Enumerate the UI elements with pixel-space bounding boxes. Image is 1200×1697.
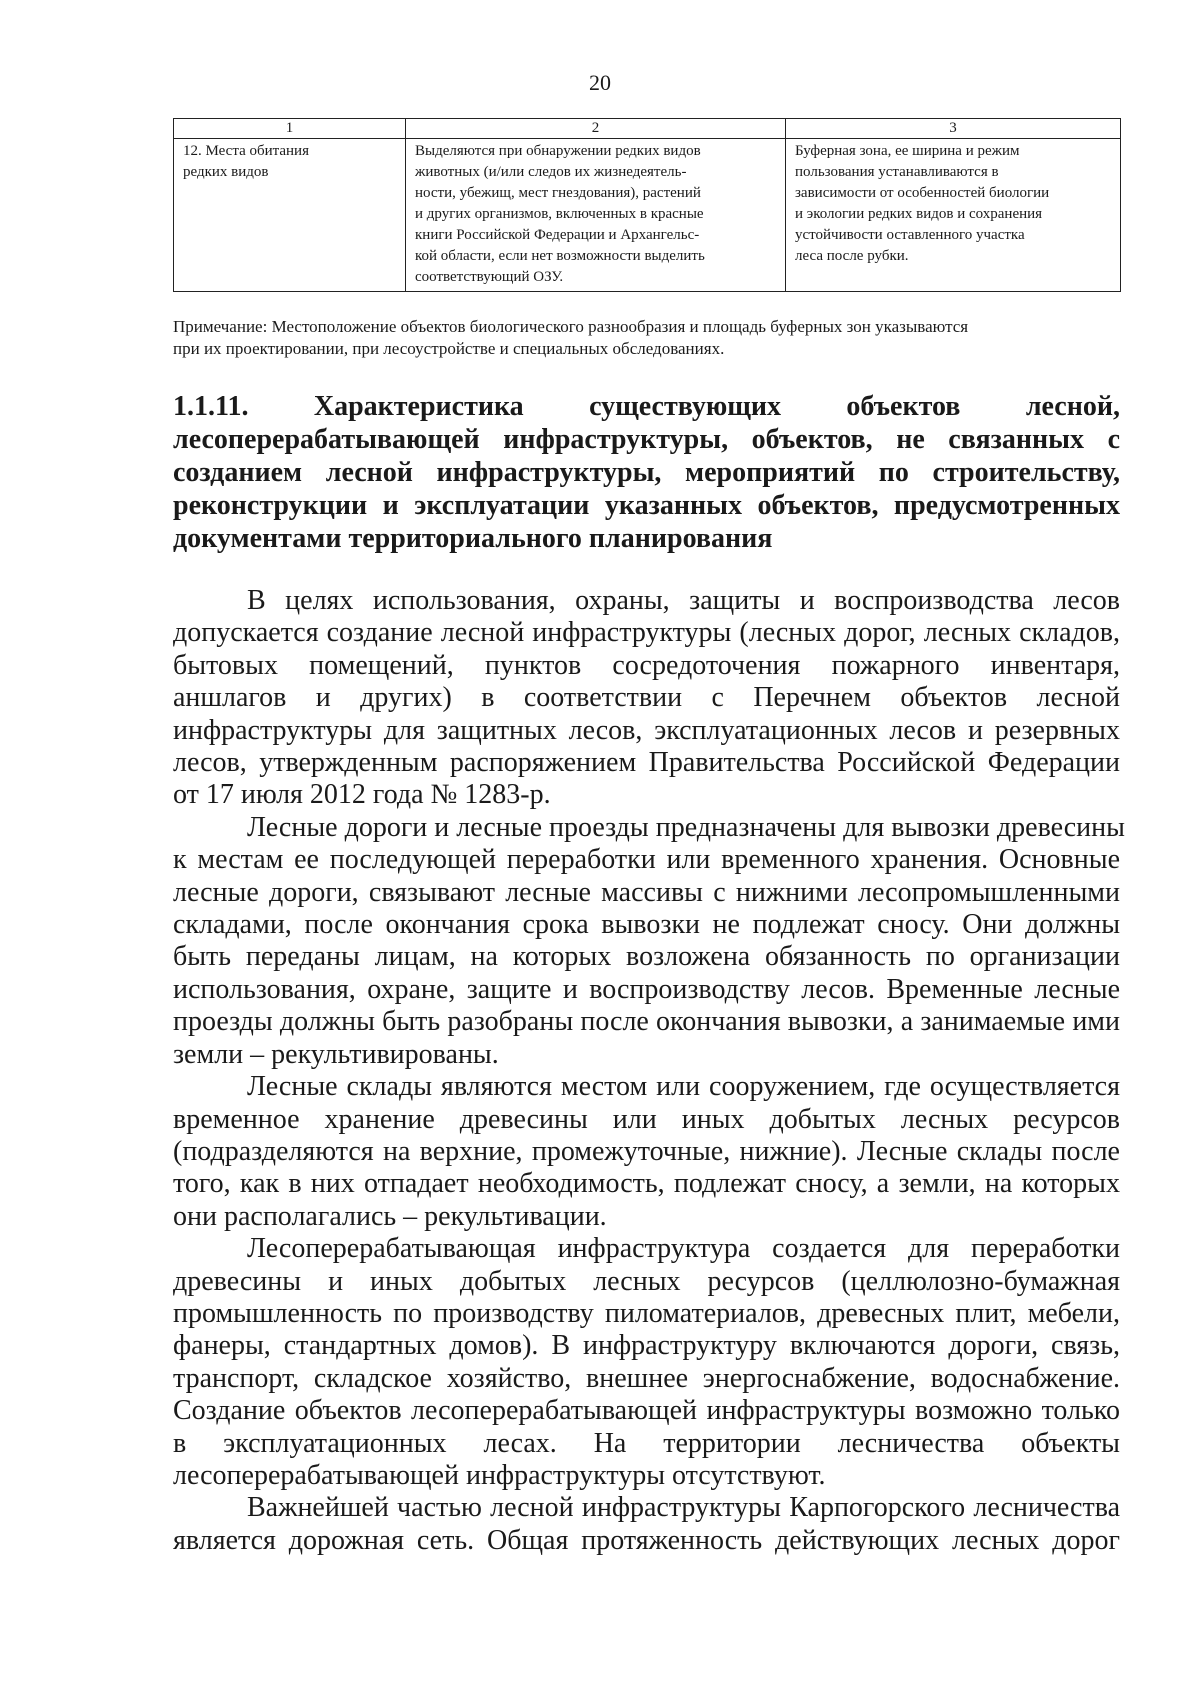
heading-line: созданием лесной инфраструктуры, мероприятий по строительству, xyxy=(173,457,1120,488)
note-line: Примечание: Местоположение объектов биологического разнообразия и площадь буферных зон указываются xyxy=(173,317,969,336)
cell-line: Буферная зона, ее ширина и режим xyxy=(795,143,1020,159)
paragraph-line: инфраструктуры для защитных лесов, эксплуатационных лесов и резервных xyxy=(173,714,1120,746)
paragraph-line: Лесные склады являются местом или сооружением, где осуществляется xyxy=(247,1071,1120,1103)
table-header-col2: 2 xyxy=(406,119,786,139)
paragraph-line: лесные дороги, связывают лесные массивы с нижними лесопромышленными xyxy=(173,876,1120,908)
paragraph-line: Лесоперерабатывающая инфраструктура создается для переработки xyxy=(247,1233,1120,1265)
cell-line: соответствующий ОЗУ. xyxy=(415,269,564,285)
table-header-col3: 3 xyxy=(786,119,1121,139)
paragraph-line: использования, охране, защите и воспроизводству лесов. Временные лесные xyxy=(173,973,1120,1005)
table-row xyxy=(174,139,1121,292)
paragraph-line: они располагались – рекультивации. xyxy=(173,1200,607,1232)
table-note xyxy=(173,316,1120,360)
cell-line: и экологии редких видов и сохранения xyxy=(795,206,1043,222)
cell-line: ности, убежищ, мест гнездования), растений xyxy=(415,185,701,201)
cell-line: животных (и/или следов их жизнедеятель- xyxy=(415,164,687,180)
paragraph-line: аншлагов и других) в соответствии с Перечнем объектов лесной xyxy=(173,682,1120,714)
heading-line: реконструкции и эксплуатации указанных объектов, предусмотренных xyxy=(173,490,1120,521)
table-header-col1: 1 xyxy=(174,119,406,139)
paragraph-line: бытовых помещений, пунктов сосредоточения пожарного инвентаря, xyxy=(173,649,1120,681)
cell-line: пользования устанавливаются в xyxy=(795,164,999,180)
paragraph-line: В целях использования, охраны, защиты и воспроизводства лесов xyxy=(247,585,1120,616)
paragraph-line: Важнейшей частью лесной инфраструктуры Карпогорского лесничества xyxy=(247,1492,1120,1524)
paragraph-forest-roads xyxy=(173,811,1125,1071)
cell-line: 12. Места обитания xyxy=(183,143,309,159)
cell-line: устойчивости оставленного участка xyxy=(795,227,1025,243)
paragraph-line: Создание объектов лесоперерабатывающей инфраструктуры возможно только xyxy=(173,1395,1120,1427)
table-cell-buffer-zone xyxy=(786,139,1121,292)
paragraph-line: к местам ее последующей переработки или временного хранения. Основные xyxy=(173,844,1120,876)
paragraph-line: проезды должны быть разобраны после окончания вывозки, а занимаемые ими xyxy=(173,1006,1120,1038)
heading-line: документами территориального планирования xyxy=(173,523,773,554)
paragraph-line: промышленность по производству пиломатериалов, древесных плит, мебели, xyxy=(173,1297,1120,1329)
cell-line: книги Российской Федерации и Архангельс- xyxy=(415,227,700,243)
paragraph-forest-warehouses xyxy=(173,1071,1120,1233)
table-cell-object-type xyxy=(174,139,406,292)
body-text xyxy=(173,585,1125,1557)
paragraph-line: складами, после окончания срока вывозки не подлежат сносу. Они должны xyxy=(173,909,1120,941)
paragraph-line: в эксплуатационных лесах. На территории лесничества объекты xyxy=(173,1427,1120,1459)
paragraph-road-network xyxy=(173,1492,1120,1557)
table-header-row xyxy=(174,119,1121,139)
paragraph-processing-infrastructure xyxy=(173,1233,1120,1492)
paragraph-line: (подразделяются на верхние, промежуточные, нижние). Лесные склады после xyxy=(173,1135,1120,1167)
paragraph-line: лесоперерабатывающей инфраструктуры отсутствуют. xyxy=(173,1459,826,1491)
cell-line: кой области, если нет возможности выделить xyxy=(415,248,705,264)
section-heading xyxy=(173,390,1120,555)
paragraph-line: от 17 июля 2012 года № 1283-р. xyxy=(173,779,551,811)
biodiversity-table xyxy=(173,118,1121,292)
note-line: при их проектировании, при лесоустройстве и специальных обследованиях. xyxy=(173,339,725,358)
cell-line: Выделяются при обнаружении редких видов xyxy=(415,143,701,159)
cell-line: редких видов xyxy=(183,164,269,180)
paragraph-line: того, как в них отпадает необходимость, подлежат сносу, а земли, на которых xyxy=(173,1168,1120,1200)
paragraph-line: лесов, утвержденным распоряжением Правительства Российской Федерации xyxy=(173,747,1120,779)
paragraph-infrastructure-purpose xyxy=(173,585,1120,812)
paragraph-line: временное хранение древесины или иных добытых лесных ресурсов xyxy=(173,1103,1120,1135)
paragraph-line: древесины и иных добытых лесных ресурсов (целлюлозно-бумажная xyxy=(173,1265,1120,1297)
heading-line: 1.1.11. Характеристика существующих объектов лесной, xyxy=(173,391,1120,422)
cell-line: леса после рубки. xyxy=(795,248,909,264)
paragraph-line: является дорожная сеть. Общая протяженность действующих лесных дорог xyxy=(173,1524,1120,1556)
paragraph-line: земли – рекультивированы. xyxy=(173,1038,499,1070)
page-number: 20 xyxy=(589,70,611,95)
paragraph-line: фанеры, стандартных домов). В инфраструктуру включаются дороги, связь, xyxy=(173,1330,1120,1362)
cell-line: зависимости от особенностей биологии xyxy=(795,185,1050,201)
paragraph-line: транспорт, складское хозяйство, внешнее энергоснабжение, водоснабжение. xyxy=(173,1362,1120,1394)
heading-line: лесоперерабатывающей инфраструктуры, объектов, не связанных с xyxy=(173,424,1120,455)
paragraph-line: допускается создание лесной инфраструктуры (лесных дорог, лесных складов, xyxy=(173,617,1120,649)
cell-line: и других организмов, включенных в красные xyxy=(415,206,704,222)
paragraph-line: быть переданы лицам, на которых возложена обязанность по организации xyxy=(173,941,1120,973)
paragraph-line: Лесные дороги и лесные проезды предназначены для вывозки древесины xyxy=(247,811,1125,843)
table-cell-criteria xyxy=(406,139,786,292)
